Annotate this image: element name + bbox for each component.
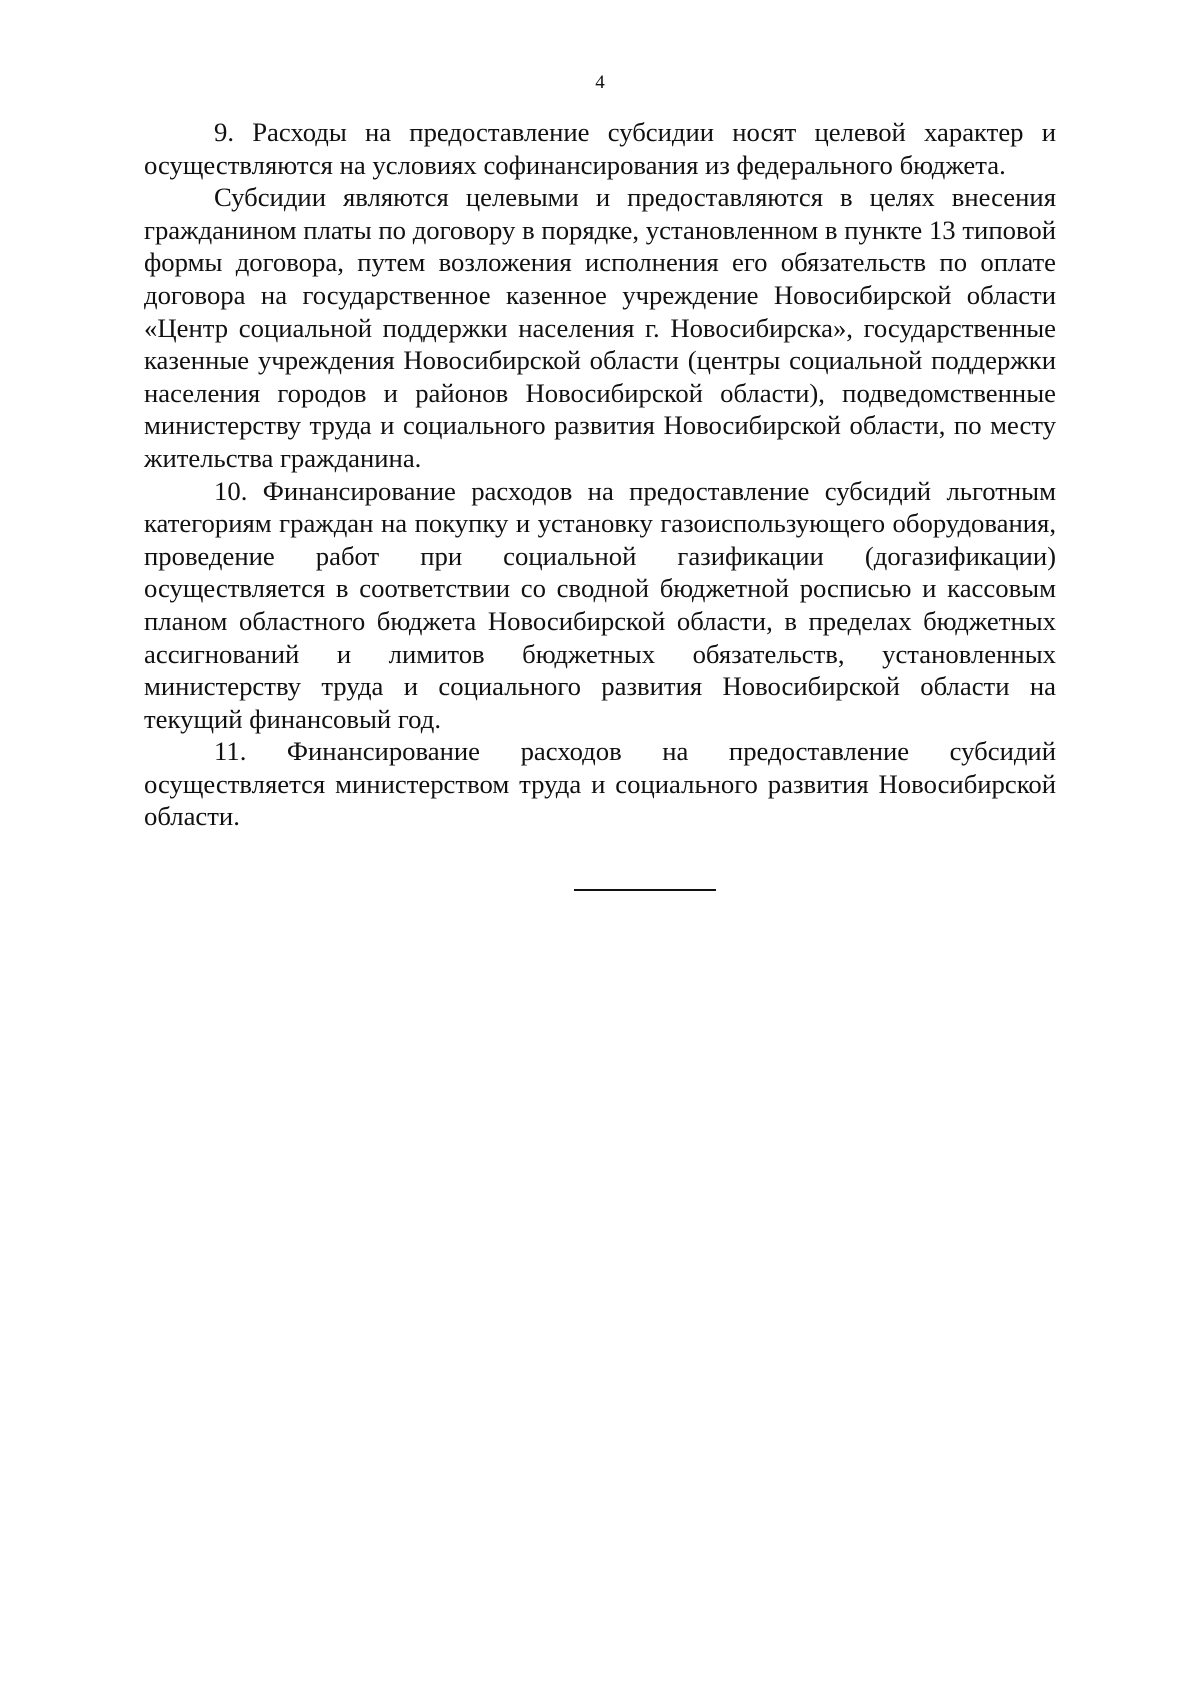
document-body bbox=[144, 116, 1056, 833]
paragraph-11: 11. Финансирование расходов на предоставление субсидий осуществляется министерством труда и социального развития Новосибирской области. bbox=[144, 736, 1056, 832]
page-number: 4 bbox=[595, 72, 605, 93]
paragraph-subsidies-purpose: Субсидии являются целевыми и предоставляются в целях внесения гражданином платы по договору в порядке, установленном в пункте 13 типовой формы договора, путем возложения исполнения его обязательств по оплате договора на государственное казенное учреждение Новосибирской области «Центр социальной поддержки населения г. Новосибирска», государственные казенные учреждения Новосибирской области (центры социальной поддержки населения городов и районов Новосибирской области), подведомственные министерству труда и социального развития Новосибирской области, по месту жительства гражданина. bbox=[144, 182, 1056, 473]
paragraph-9: 9. Расходы на предоставление субсидии носят целевой характер и осуществляются на условиях софинансирования из федерального бюджета. bbox=[144, 117, 1056, 180]
end-of-document-rule bbox=[574, 889, 716, 891]
paragraph-10: 10. Финансирование расходов на предоставление субсидий льготным категориям граждан на покупку и установку газоиспользующего оборудования, проведение работ при социальной газификации (догазификации) осуществляется в соответствии со сводной бюджетной росписью и кассовым планом областного бюджета Новосибирской области, в пределах бюджетных ассигнований и лимитов бюджетных обязательств, установленных министерству труда и социального развития Новосибирской области на текущий финансовый год. bbox=[144, 475, 1056, 734]
